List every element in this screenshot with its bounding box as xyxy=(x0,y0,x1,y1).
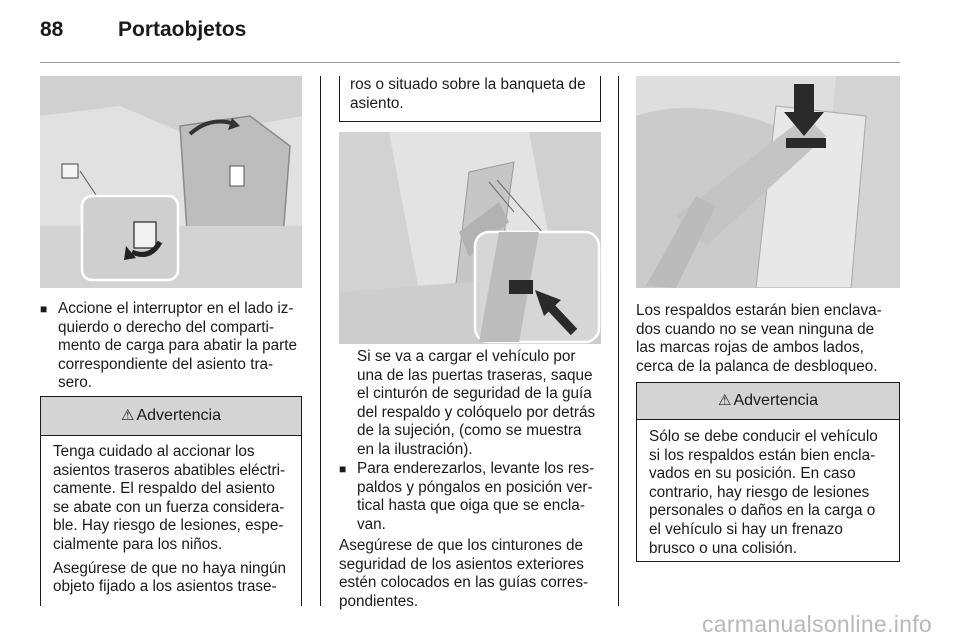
page-number: 88 xyxy=(40,18,64,41)
text-line: seguridad de los asientos exteriores xyxy=(339,555,584,573)
text-line: en la ilustración). xyxy=(357,440,473,458)
warning-title: Advertencia xyxy=(733,392,818,409)
warning-body xyxy=(340,76,600,113)
warning-box xyxy=(40,396,302,606)
page-title: Portaobjetos xyxy=(118,18,247,41)
warning-triangle-icon: ⚠ xyxy=(718,392,732,409)
paragraph xyxy=(636,302,906,376)
text-line: Asegúrese de que no haya ningún xyxy=(53,559,287,577)
text-line: ros o situado sobre la banqueta de xyxy=(350,76,586,93)
text-line: del respaldo y colóquelo por detrás xyxy=(357,403,596,421)
text-line: Accione el interruptor en el lado iz- xyxy=(58,300,294,317)
text-line: se abate con un fuerza considera- xyxy=(53,498,285,516)
text-line: camente. El respaldo del asiento xyxy=(53,480,275,498)
warning-paragraph xyxy=(53,560,289,597)
warning-header xyxy=(41,397,301,436)
paragraph xyxy=(339,537,609,611)
text-line: quierdo o derecho del comparti- xyxy=(58,318,274,336)
text-line: ble. Hay riesgo de lesiones, espe- xyxy=(53,517,284,535)
warning-title: Advertencia xyxy=(136,407,221,424)
text-line: cialmente para los niños. xyxy=(53,535,223,553)
warning-header xyxy=(637,383,899,420)
warning-paragraph xyxy=(53,443,289,555)
text-line: correspondiente del asiento tra- xyxy=(58,355,274,373)
text-line: paldos y póngalos en posición ver- xyxy=(357,478,593,496)
text-line: una de las puertas traseras, saque xyxy=(357,366,593,384)
text-line: van. xyxy=(357,515,386,533)
text-line: vados en su posición. En caso xyxy=(649,465,856,483)
text-line: Sólo se debe conducir el vehículo xyxy=(649,428,878,445)
text-line: Asegúrese de que los cinturones de xyxy=(339,537,584,554)
backrest-lock-illustration xyxy=(636,76,900,288)
warning-body xyxy=(637,420,899,558)
header-rule xyxy=(40,62,900,63)
text-line: el cinturón de seguridad de la guía xyxy=(357,385,592,403)
text-line: dos cuando no se vean ninguna de xyxy=(636,320,875,338)
text-line: contrario, hay riesgo de lesiones xyxy=(649,483,870,501)
text-line: objeto fijado a los asientos trase- xyxy=(53,578,277,596)
warning-body xyxy=(41,436,301,597)
text-line: Tenga cuidado al accionar los xyxy=(53,443,255,460)
column-divider-1 xyxy=(320,76,321,606)
text-line: el vehículo si hay un frenazo xyxy=(649,520,843,538)
text-line: asiento. xyxy=(350,94,404,112)
bullet-marker: ■ xyxy=(339,462,347,476)
text-line: personales o daños en la carga o xyxy=(649,502,876,520)
text-line: de la sujeción, (como se muestra xyxy=(357,422,582,440)
text-line: estén colocados en las guías corres- xyxy=(339,574,589,592)
text-line: las marcas rojas de ambos lados, xyxy=(636,339,864,357)
text-line: brusco o una colisión. xyxy=(649,539,797,557)
text-line: Si se va a cargar el vehículo por xyxy=(357,348,576,365)
cargo-switch-illustration xyxy=(40,76,302,288)
text-line: tical hasta que oiga que se encla- xyxy=(357,497,585,515)
watermark: carmanualsonline.info xyxy=(701,611,932,637)
warning-box-continued xyxy=(339,76,601,122)
warning-triangle-icon: ⚠ xyxy=(121,407,135,424)
text-line: Los respaldos estarán bien enclava- xyxy=(636,302,882,319)
warning-box xyxy=(636,382,900,562)
column-divider-2 xyxy=(618,76,619,606)
seat-belt-guide-illustration xyxy=(339,132,601,344)
text-line: mento de carga para abatir la parte xyxy=(58,337,297,355)
text-line: asientos traseros abatibles eléctri- xyxy=(53,461,286,479)
text-line: Para enderezarlos, levante los res- xyxy=(357,460,595,477)
text-line: pondientes. xyxy=(339,592,419,610)
indented-paragraph xyxy=(357,348,607,460)
text-line: cerca de la palanca de desbloqueo. xyxy=(636,357,878,375)
text-line: si los respaldos están bien encla- xyxy=(649,446,876,464)
bullet-marker: ■ xyxy=(40,302,48,316)
text-line: sero. xyxy=(58,374,93,392)
